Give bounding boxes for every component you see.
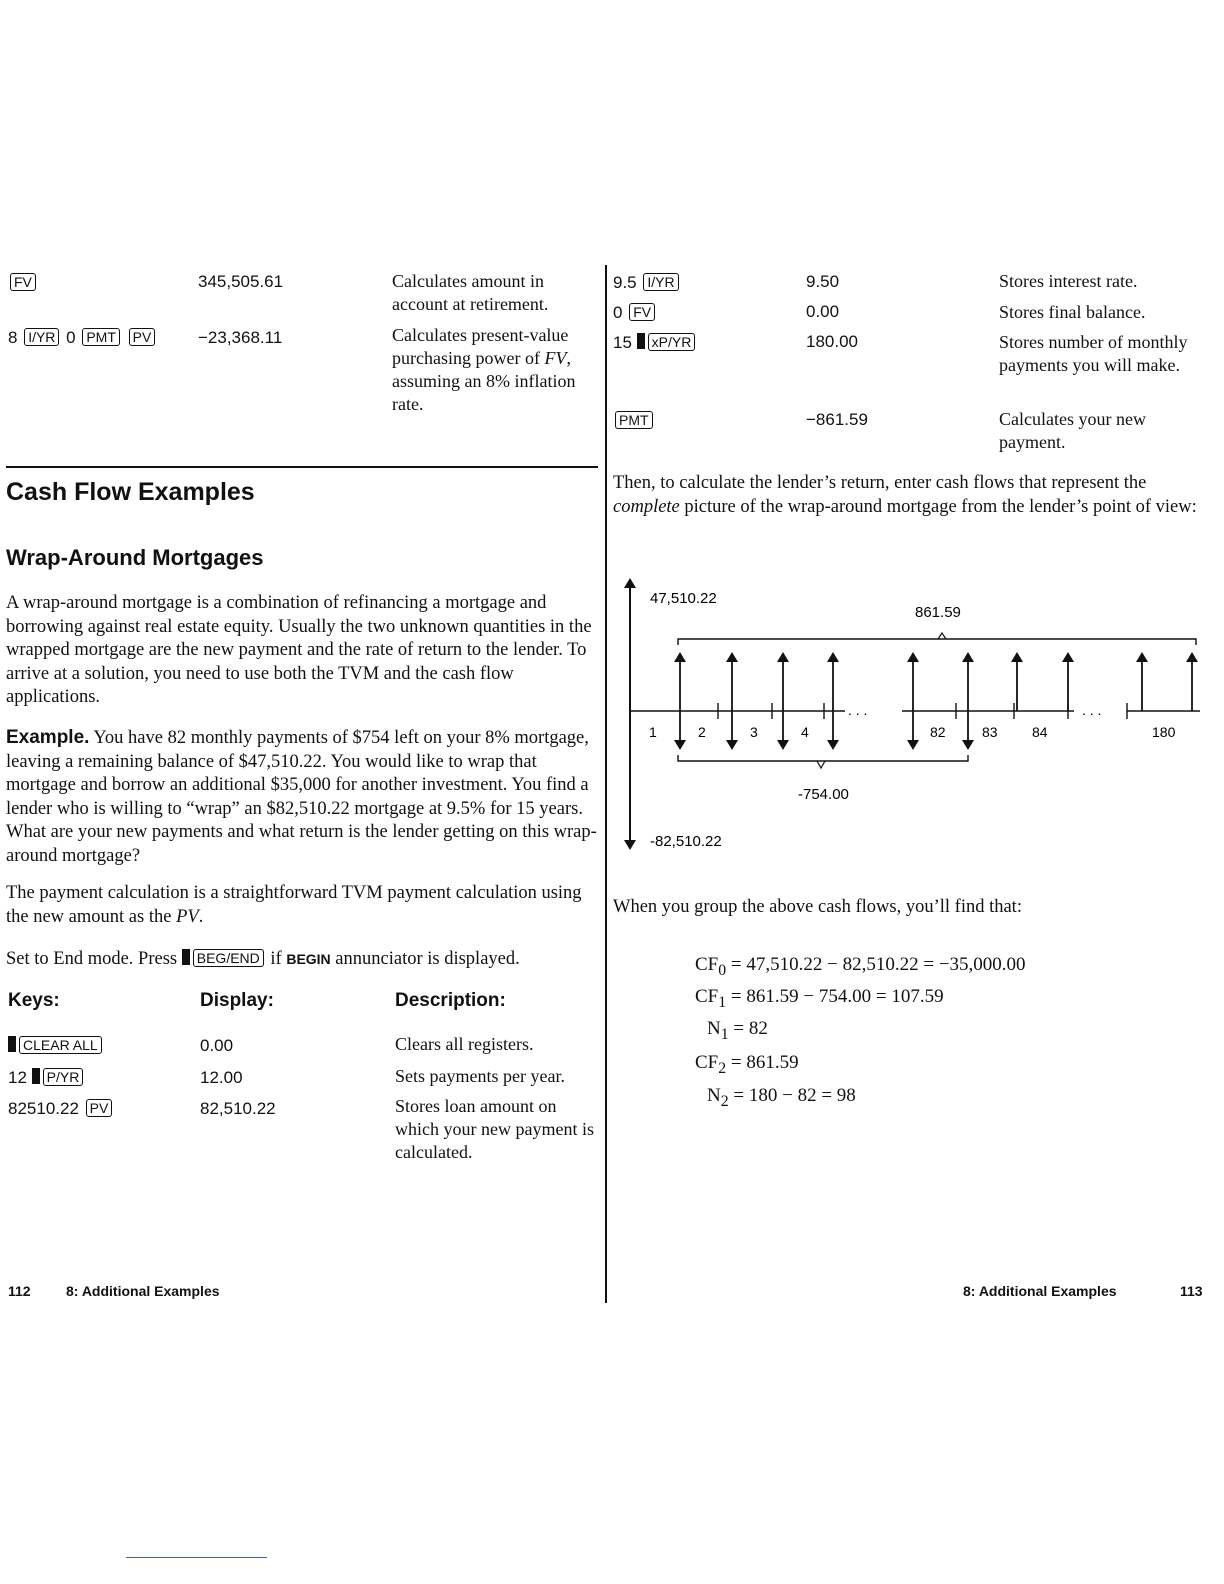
pmt-key: PMT xyxy=(615,411,653,429)
keys-cell: 15 xP/YR xyxy=(613,333,697,353)
period-label: 2 xyxy=(698,724,706,740)
display-cell: 180.00 xyxy=(806,332,858,351)
description-cell: Calculates your new payment. xyxy=(999,409,1146,452)
period-label: 180 xyxy=(1152,724,1176,740)
period-label: 83 xyxy=(982,724,998,740)
display-cell: 0.00 xyxy=(200,1036,234,1055)
bottom-bracket xyxy=(678,755,968,761)
display-cell: 9.50 xyxy=(806,272,840,291)
period-label: 4 xyxy=(801,724,809,740)
ellipsis: . . . xyxy=(848,702,868,718)
display-cell: 0.00 xyxy=(806,302,840,321)
shift-key-icon xyxy=(637,333,645,349)
period-label: 1 xyxy=(649,724,657,740)
shift-key-icon xyxy=(32,1068,40,1084)
equation-rhs: = 861.59 xyxy=(730,1052,799,1073)
equation-lhs: $N_2$ xyxy=(707,1085,729,1110)
chapter-footer: 8: Additional Examples xyxy=(963,1283,1117,1299)
description-cell: Stores final balance. xyxy=(999,302,1146,322)
equation-rhs: = 861.59 − 754.00 = 107.59 xyxy=(730,986,944,1007)
ellipsis: . . . xyxy=(1082,702,1102,718)
display-cell: 345,505.61 xyxy=(198,272,284,291)
keys-cell: 9.5 I/YR xyxy=(613,273,681,293)
equation-lhs: $CF_0$ xyxy=(695,954,727,979)
keys-cell xyxy=(8,273,38,293)
i-yr-key: I/YR xyxy=(24,328,59,346)
equation-lhs: $N_1$ xyxy=(707,1018,729,1043)
end-mode-paragraph: Set to End mode. Press BEG/END if BEGIN annunciator is displayed. xyxy=(6,949,520,969)
period-label: 84 xyxy=(1032,724,1048,740)
equation xyxy=(695,954,1026,980)
period-label: 3 xyxy=(750,724,758,740)
shift-key-icon xyxy=(182,949,190,965)
description-cell: Calculates amount in account at retirement. xyxy=(392,271,549,314)
page-divider xyxy=(605,265,607,1303)
equation-rhs: = 82 xyxy=(733,1018,768,1039)
keys-cell xyxy=(613,411,655,431)
fv-key: FV xyxy=(629,303,655,321)
then-paragraph: Then, to calculate the lender’s return, enter cash flows that represent the complete picture of the wrap-around mortgage from the lender’s point of view: xyxy=(613,473,1197,517)
top-bracket xyxy=(678,639,1196,645)
display-header: Display: xyxy=(200,990,274,1011)
equation-rhs: = 180 − 82 = 98 xyxy=(733,1085,856,1106)
display-cell: 12.00 xyxy=(200,1068,243,1087)
description-header: Description: xyxy=(395,990,506,1011)
blue-underline xyxy=(126,1557,267,1558)
period-label: 82 xyxy=(930,724,946,740)
section-rule xyxy=(6,466,598,468)
equation-lhs: $CF_1$ xyxy=(695,986,727,1011)
pmt-key: PMT xyxy=(82,328,120,346)
loan-amount-label: -82,510.22 xyxy=(650,833,722,850)
description-cell: Clears all registers. xyxy=(395,1034,534,1054)
keys-cell xyxy=(8,1036,104,1056)
keys-header: Keys: xyxy=(8,990,60,1011)
intro-paragraph: A wrap-around mortgage is a combination of refinancing a mortgage and borrowing against real estate equity. Usually the two unknown quantities in the wrapped mortgage are the new payment and the rate of return to the lender. To arrive at a solution, you need to use both the TVM and the cash flow applications. xyxy=(6,593,592,707)
equation xyxy=(695,1052,799,1078)
display-cell: 82,510.22 xyxy=(200,1099,276,1118)
description-cell: Stores loan amount on which your new payment is calculated. xyxy=(395,1096,594,1162)
chapter-footer: 8: Additional Examples xyxy=(66,1283,220,1299)
equation-rhs: = 47,510.22 − 82,510.22 = −35,000.00 xyxy=(730,954,1026,975)
example-text: You have 82 monthly payments of $754 left on your 8% mortgage, leaving a remaining balance of $47,510.22. You would like to wrap that mortgage and borrow an additional $35,000 for another investment. You find a lender who is willing to “wrap” an $82,510.22 mortgage at 9.5% for 15 years. What are your new payments and what return is the lender getting on this wrap-around mortgage? xyxy=(6,728,597,866)
fv-key: FV xyxy=(10,273,36,291)
i-yr-key: I/YR xyxy=(643,273,678,291)
cash-flow-diagram xyxy=(612,565,1212,865)
keys-cell: 82510.22 PV xyxy=(8,1099,114,1119)
section-title: Cash Flow Examples xyxy=(6,478,255,506)
keys-cell: 12 P/YR xyxy=(8,1068,85,1088)
old-payment-label: -754.00 xyxy=(798,786,849,803)
shift-key-icon xyxy=(8,1036,16,1052)
payment-paragraph: The payment calculation is a straightforward TVM payment calculation using the new amount as the PV. xyxy=(6,883,582,927)
example-label: Example. xyxy=(6,727,90,748)
equation xyxy=(707,1085,856,1111)
page-number: 113 xyxy=(1180,1283,1203,1299)
equation xyxy=(707,1018,768,1044)
description-cell: Stores interest rate. xyxy=(999,271,1138,291)
beg-end-key: BEG/END xyxy=(193,949,264,967)
equation xyxy=(695,986,944,1012)
description-cell: Calculates present-value purchasing power of FV, assuming an 8% inflation rate. xyxy=(392,325,576,414)
group-paragraph: When you group the above cash flows, you’ll find that: xyxy=(613,897,1022,917)
keys-cell: 0 FV xyxy=(613,303,657,323)
pv-key: PV xyxy=(86,1099,113,1117)
subsection-title: Wrap-Around Mortgages xyxy=(6,545,264,570)
display-cell: −861.59 xyxy=(806,410,868,429)
clear-all-key: CLEAR ALL xyxy=(19,1036,102,1054)
page-number: 112 xyxy=(8,1283,31,1299)
description-cell: Stores number of monthly payments you will make. xyxy=(999,332,1188,375)
keys-cell: 8 I/YR 0 PMT PV xyxy=(8,328,157,348)
description-cell: Sets payments per year. xyxy=(395,1066,565,1086)
example-paragraph xyxy=(6,726,598,868)
top-amount-label: 47,510.22 xyxy=(650,590,717,607)
payment-up-arrows xyxy=(680,657,1192,711)
pv-key: PV xyxy=(129,328,156,346)
xp-yr-key: xP/YR xyxy=(648,333,696,351)
equation-lhs: $CF_2$ xyxy=(695,1052,727,1077)
p-yr-key: P/YR xyxy=(43,1068,84,1086)
payment-amount-label: 861.59 xyxy=(915,604,961,621)
display-cell: −23,368.11 xyxy=(198,328,283,347)
